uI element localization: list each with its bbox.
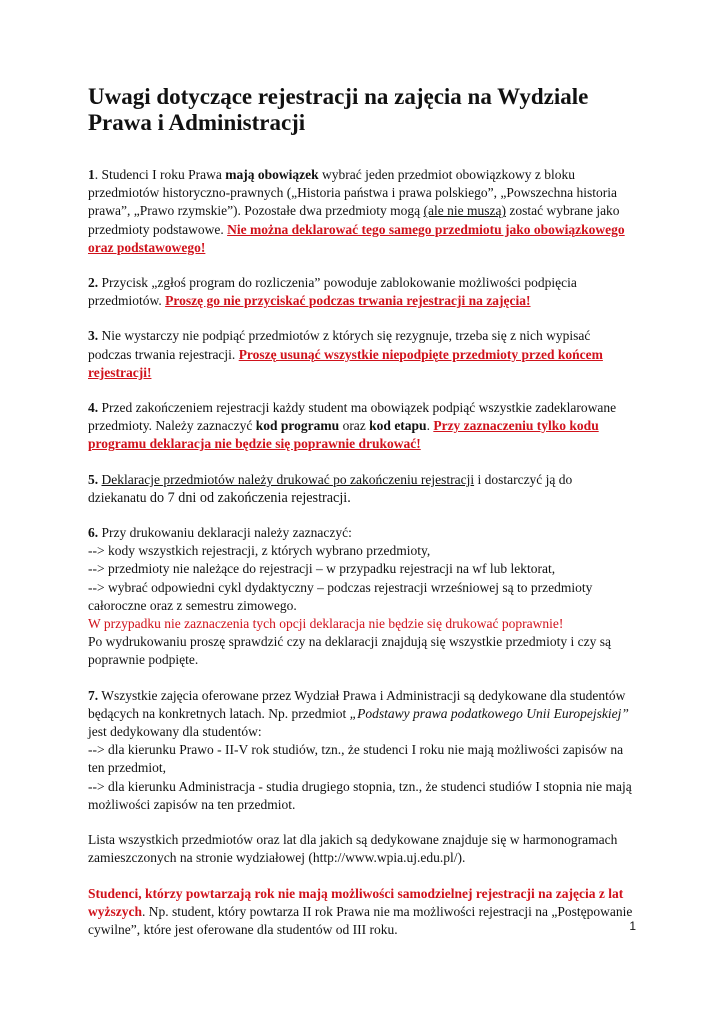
spacer: [88, 507, 634, 524]
note-2-number: 2.: [88, 275, 99, 291]
note-3-number: 3.: [88, 328, 99, 344]
note-4-bold-a: kod programu: [255, 418, 340, 434]
note-5-text-a: i dostarczyć ją do dziekanatu: [88, 471, 573, 505]
note-1-text-a: . Studenci I roku Prawa: [94, 167, 226, 182]
note-1-underline: (ale nie muszą): [423, 203, 506, 219]
note-4-text-b: oraz: [339, 418, 370, 434]
note-7-number: 7.: [88, 687, 99, 703]
spacer: [88, 670, 634, 687]
repeat-year-warning: Studenci, którzy powtarzają rok nie mają możliwości samodzielnej rejestracji na zajęcia z lat wyższych: [88, 885, 624, 919]
note-1-bold: mają obowiązek: [225, 167, 319, 182]
note-5: [88, 471, 634, 507]
note-6-warning: W przypadku nie zaznaczenia tych opcji deklaracja nie będzie się drukować poprawnie!: [88, 616, 564, 632]
spacer: [88, 814, 634, 831]
spacer: [88, 382, 634, 399]
note-1-number: 1: [88, 167, 95, 182]
note-7: [88, 687, 634, 814]
note-1-text-c: zostać wybrane jako przedmioty podstawowe.: [88, 203, 620, 237]
spacer: [88, 136, 634, 166]
note-6-intro: Przy drukowaniu deklaracji należy zaznaczyć:: [98, 525, 352, 541]
subjects-list-note: Lista wszystkich przedmiotów oraz lat dla jakich są dedykowane znajduje się w harmonogramach zamieszczonych na stronie wydziałowej (http://www.wpia.uj.edu.pl/).: [88, 832, 618, 866]
spacer: [88, 257, 634, 274]
note-6-outro: Po wydrukowaniu proszę sprawdzić czy na deklaracji znajdują się wszystkie przedmioty i czy są poprawnie podpięte.: [88, 634, 611, 668]
note-5-number: 5.: [88, 471, 99, 487]
note-3-text: Nie wystarczy nie podpiąć przedmiotów z których się rezygnuje, trzeba się z nich wypisać podczas trwania rejestracji.: [88, 328, 591, 362]
note-2-warning: Proszę go nie przyciskać podczas trwania rejestracji na zajęcia!: [165, 293, 531, 309]
note-4-number: 4.: [88, 400, 99, 416]
note-6-item-1: --> kody wszystkich rejestracji, z których wybrano przedmioty,: [88, 543, 431, 559]
note-6-item-3: --> wybrać odpowiedni cykl dydaktyczny – podczas rejestracji wrześniowej są to przedmioty całoroczne oraz z semestru zimowego.: [88, 579, 593, 613]
note-7-text-a: Wszystkie zajęcia oferowane przez Wydział Prawa i Administracji są dedykowane dla studentów będących na konkretnych latach. Np. przedmiot: [88, 687, 626, 721]
note-3-warning: Proszę usunąć wszystkie niepodpięte przedmioty przed końcem rejestracji!: [88, 346, 603, 380]
note-7-italic: „Podstawy prawa podatkowego Unii Europejskiej”: [349, 705, 629, 721]
note-3: [88, 327, 634, 382]
spacer: [88, 310, 634, 327]
note-7-item-2: --> dla kierunku Administracja - studia drugiego stopnia, tzn., że studenci studiów I stopnia nie mają możliwości zapisów na ten przedmiot.: [88, 778, 632, 812]
note-7-text-b: jest dedykowany dla studentów:: [88, 724, 262, 740]
note-6-item-2: --> przedmioty nie należące do rejestracji – w przypadku rejestracji na wf lub lektorat,: [88, 561, 556, 577]
page-number: 1: [629, 919, 636, 933]
note-5-text-b: do 7 dni od zakończenia rejestracji.: [149, 489, 351, 506]
note-7-item-1: --> dla kierunku Prawo - II-V rok studiów, tzn., że studenci I roku nie mają możliwości zapisów na ten przedmiot,: [88, 742, 624, 776]
note-1-warning: Nie można deklarować tego samego przedmiotu jako obowiązkowego oraz podstawowego!: [88, 221, 625, 255]
note-1: [88, 166, 634, 257]
note-4-bold-b: kod etapu: [369, 418, 427, 434]
spacer: [88, 868, 634, 885]
repeat-year-note: [88, 885, 634, 940]
note-4-text-a: Przed zakończeniem rejestracji każdy student ma obowiązek podpiąć wszystkie zadeklarowane przedmioty. Należy zaznaczyć: [88, 400, 617, 434]
note-6: [88, 524, 634, 670]
note-6-number: 6.: [88, 525, 99, 541]
note-2-text: Przycisk „zgłoś program do rozliczenia” powoduje zablokowanie możliwości podpięcia przedmiotów.: [88, 275, 577, 309]
note-4-warning: Przy zaznaczeniu tylko kodu programu deklaracja nie będzie się poprawnie drukować!: [88, 418, 599, 452]
note-4-text-c: .: [426, 418, 434, 434]
note-5-underline: Deklaracje przedmiotów należy drukować po zakończeniu rejestracji: [101, 471, 475, 487]
spacer: [88, 454, 634, 471]
note-2: [88, 274, 634, 310]
note-4: [88, 399, 634, 454]
note-1-text-b: wybrać jeden przedmiot obowiązkowy z bloku przedmiotów historyczno-prawnych („Historia państwa i prawa polskiego”, „Powszechna historia prawa”, „Prawo rzymskie”). Pozostałe dwa przedmioty mogą: [88, 167, 617, 219]
repeat-year-text: . Np. student, który powtarza II rok Prawa nie ma możliwości rejestracji na „Postępowanie cywilne”, które jest oferowane dla studentów od III roku.: [88, 903, 633, 937]
page-title: Uwagi dotyczące rejestracji na zajęcia na Wydziale Prawa i Administracji: [88, 84, 589, 135]
